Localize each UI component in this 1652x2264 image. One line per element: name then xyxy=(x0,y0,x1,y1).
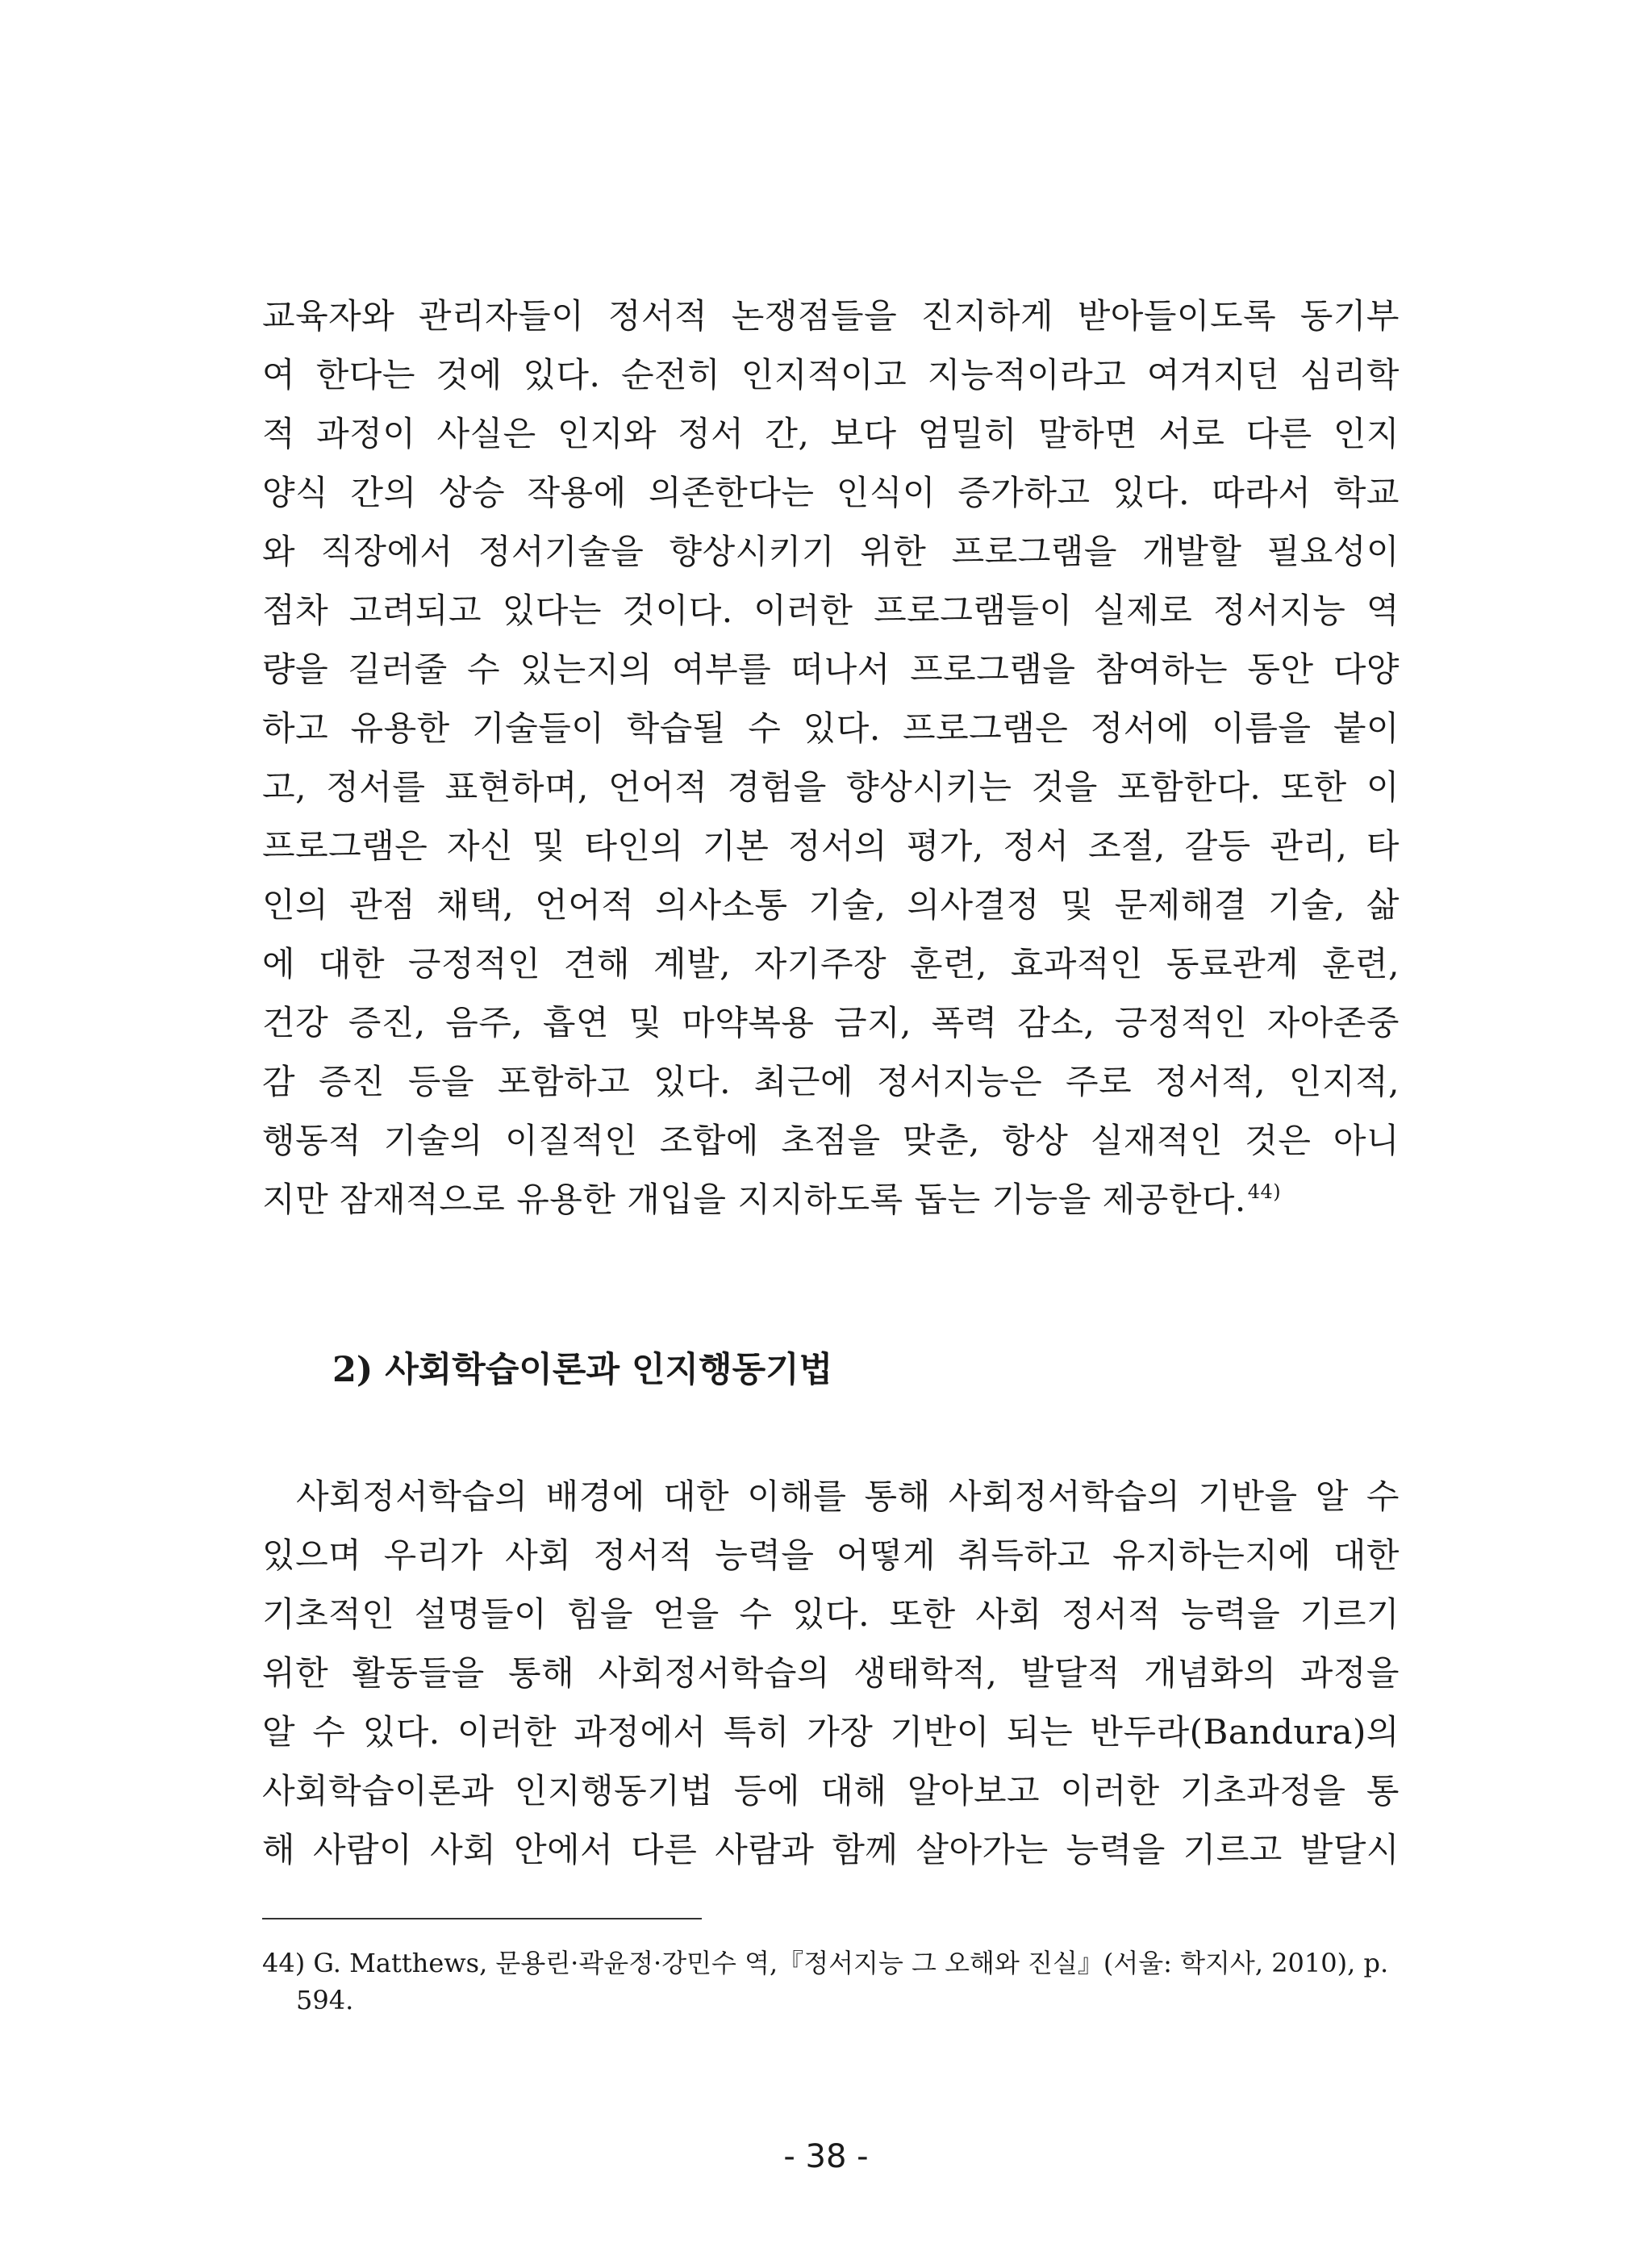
footnote-line: 594. xyxy=(296,1985,354,2015)
text-line: 위한 활동들을 통해 사회정서학습의 생태학적, 발달적 개념화의 과정을 xyxy=(262,1653,1400,1693)
text-line-content: 지만 잠재적으로 유용한 개입을 지지하도록 돕는 기능을 제공한다. xyxy=(262,1180,1246,1219)
text-line: 와 직장에서 정서기술을 향상시키기 위한 프로그램을 개발할 필요성이 xyxy=(262,532,1400,571)
text-line: 알 수 있다. 이러한 과정에서 특히 가장 기반이 되는 반두라(Bandura)의 xyxy=(262,1712,1400,1752)
text-line: 에 대한 긍정적인 견해 계발, 자기주장 훈련, 효과적인 동료관계 훈련, xyxy=(262,944,1400,984)
page-number: - 38 - xyxy=(783,2138,869,2175)
text-line: 기초적인 설명들이 힘을 얻을 수 있다. 또한 사회 정서적 능력을 기르기 xyxy=(262,1594,1400,1634)
text-line: 해 사람이 사회 안에서 다른 사람과 함께 살아가는 능력을 기르고 발달시 xyxy=(262,1830,1400,1869)
text-line: 인의 관점 채택, 언어적 의사소통 기술, 의사결정 및 문제해결 기술, 삶 xyxy=(262,885,1400,925)
text-line: 교육자와 관리자들이 정서적 논쟁점들을 진지하게 받아들이도록 동기부 xyxy=(262,296,1400,336)
text-line: 적 과정이 사실은 인지와 정서 간, 보다 엄밀히 말하면 서로 다른 인지 xyxy=(262,414,1400,453)
footnote-reference[interactable]: 44) xyxy=(1247,1180,1282,1203)
text-line: 양식 간의 상승 작용에 의존한다는 인식이 증가하고 있다. 따라서 학교 xyxy=(262,473,1400,512)
text-line: 있으며 우리가 사회 정서적 능력을 어떻게 취득하고 유지하는지에 대한 xyxy=(262,1535,1400,1575)
body-paragraph-1 xyxy=(262,286,1400,1229)
text-line: 량을 길러줄 수 있는지의 여부를 떠나서 프로그램을 참여하는 동안 다양 xyxy=(262,650,1400,689)
text-line: 사회정서학습의 배경에 대한 이해를 통해 사회정서학습의 기반을 알 수 xyxy=(296,1477,1400,1516)
text-line: 감 증진 등을 포함하고 있다. 최근에 정서지능은 주로 정서적, 인지적, xyxy=(262,1062,1400,1101)
footnote xyxy=(262,1944,1400,2019)
text-line: 고, 정서를 표현하며, 언어적 경험을 향상시키는 것을 포함한다. 또한 이 xyxy=(262,767,1400,807)
text-line: 점차 고려되고 있다는 것이다. 이러한 프로그램들이 실제로 정서지능 역 xyxy=(262,591,1400,630)
text-line-last xyxy=(262,1170,1400,1229)
body-paragraph-2 xyxy=(262,1467,1400,1879)
text-line: 행동적 기술의 이질적인 조합에 초점을 맞춘, 항상 실재적인 것은 아니 xyxy=(262,1121,1400,1160)
text-line: 사회학습이론과 인지행동기법 등에 대해 알아보고 이러한 기초과정을 통 xyxy=(262,1771,1400,1811)
footnote-divider xyxy=(262,1918,702,1919)
footnote-line: 44) G. Matthews, 문용린·곽윤정·강민수 역,『정서지능 그 오해와 진실』(서울: 학지사, 2010), p. xyxy=(262,1948,1389,1978)
text-line: 여 한다는 것에 있다. 순전히 인지적이고 지능적이라고 여겨지던 심리학 xyxy=(262,355,1400,395)
section-heading: 2) 사회학습이론과 인지행동기법 xyxy=(332,1350,833,1390)
text-line: 프로그램은 자신 및 타인의 기본 정서의 평가, 정서 조절, 갈등 관리, 타 xyxy=(262,826,1400,866)
text-line: 건강 증진, 음주, 흡연 및 마약복용 금지, 폭력 감소, 긍정적인 자아존중 xyxy=(262,1003,1400,1042)
text-line: 하고 유용한 기술들이 학습될 수 있다. 프로그램은 정서에 이름을 붙이 xyxy=(262,708,1400,748)
